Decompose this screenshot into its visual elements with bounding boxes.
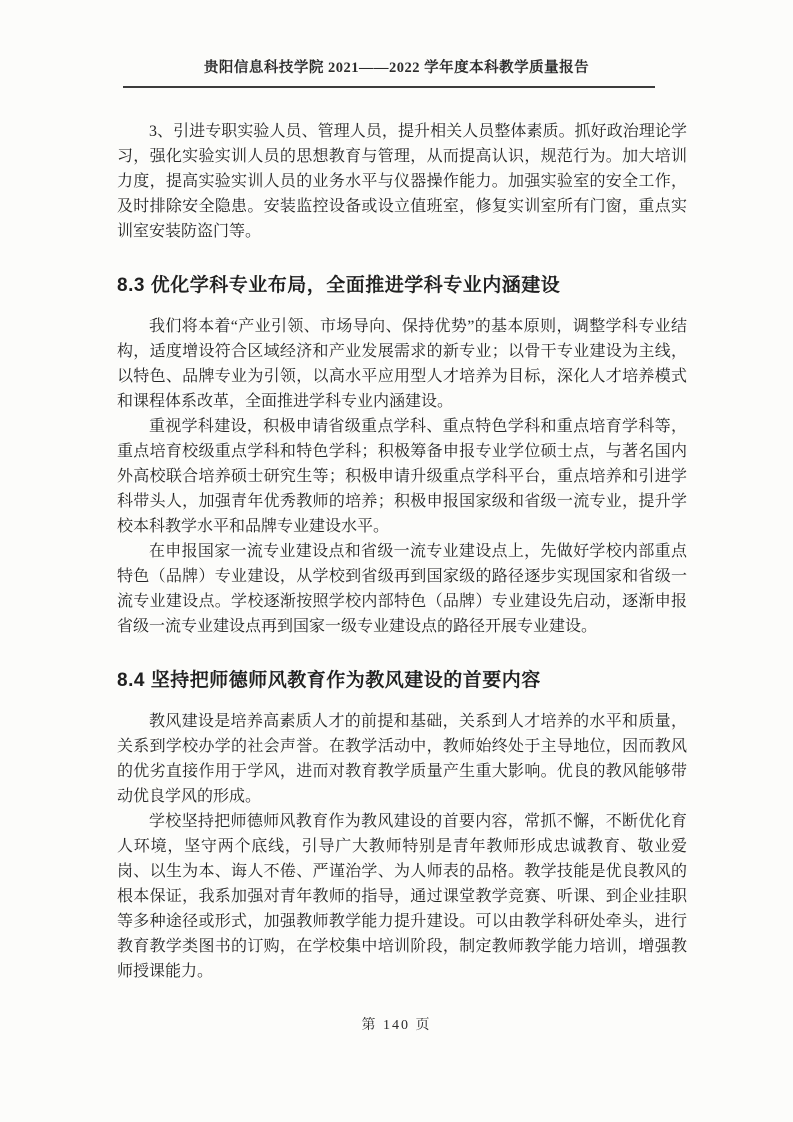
page-footer bbox=[0, 1014, 793, 1034]
paragraph-8-3-discipline-building: 重视学科建设，积极申请省级重点学科、重点特色学科和重点培育学科等，重点培育校级重点学科和特色学科；积极筹备申报专业学位硕士点，与著名国内外高校联合培养硕士研究生等；积极申请升级重点学科平台，重点培养和引进学科带头人，加强青年优秀教师的培养；积极申报国家级和省级一流专业，提升学校本科教学水平和品牌专业建设水平。 bbox=[117, 418, 687, 535]
header-divider bbox=[123, 86, 655, 88]
page-header bbox=[0, 58, 793, 88]
document-body bbox=[117, 119, 687, 984]
page-number: 第 140 页 bbox=[361, 1018, 432, 1033]
report-title: 贵阳信息科技学院 2021——2022 学年度本科教学质量报告 bbox=[203, 60, 590, 76]
paragraph-8-3-principles: 我们将本着“产业引领、市场导向、保持优势”的基本原则，调整学科专业结构，适度增设符合区域经济和产业发展需求的新专业；以骨干专业建设为主线，以特色、品牌专业为引领，以高水平应用型人才培养为目标，深化人才培养模式和课程体系改革，全面推进学科专业内涵建设。 bbox=[117, 318, 687, 410]
heading-section-8-4: 8.4 坚持把师德师风教育作为教风建设的首要内容 bbox=[117, 670, 541, 691]
heading-section-8-3: 8.3 优化学科专业布局，全面推进学科专业内涵建设 bbox=[117, 275, 561, 296]
paragraph-lab-personnel: 3、引进专职实验人员、管理人员，提升相关人员整体素质。抓好政治理论学习，强化实验实训人员的思想教育与管理，从而提高认识，规范行为。加大培训力度，提高实验实训人员的业务水平与仪器操作能力。加强实验室的安全工作，及时排除安全隐患。安装监控设备或设立值班室，修复实训室所有门窗，重点实训室安装防盗门等。 bbox=[117, 123, 687, 240]
paragraph-8-3-first-class-majors: 在申报国家一流专业建设点和省级一流专业建设点上，先做好学校内部重点特色（品牌）专业建设，从学校到省级再到国家级的路径逐步实现国家和省级一流专业建设点。学校逐渐按照学校内部特色（品牌）专业建设先启动，逐渐申报省级一流专业建设点再到国家一级专业建设点的路径开展专业建设。 bbox=[117, 543, 687, 635]
paragraph-8-4-teacher-ethics: 学校坚持把师德师风教育作为教风建设的首要内容，常抓不懈，不断优化育人环境，坚守两个底线，引导广大教师特别是青年教师形成忠诚教育、敬业爱岗、以生为本、诲人不倦、严谨治学、为人师表的品格。教学技能是优良教风的根本保证，我系加强对青年教师的指导，通过课堂教学竞赛、听课、到企业挂职等多种途径或形式，加强教师教学能力提升建设。可以由教学科研处牵头，进行教育教学类图书的订购，在学校集中培训阶段，制定教师教学能力培训，增强教师授课能力。 bbox=[117, 813, 687, 980]
paragraph-8-4-teaching-style: 教风建设是培养高素质人才的前提和基础，关系到人才培养的水平和质量，关系到学校办学的社会声誉。在教学活动中，教师始终处于主导地位，因而教风的优劣直接作用于学风，进而对教育教学质量产生重大影响。优良的教风能够带动优良学风的形成。 bbox=[117, 713, 687, 805]
